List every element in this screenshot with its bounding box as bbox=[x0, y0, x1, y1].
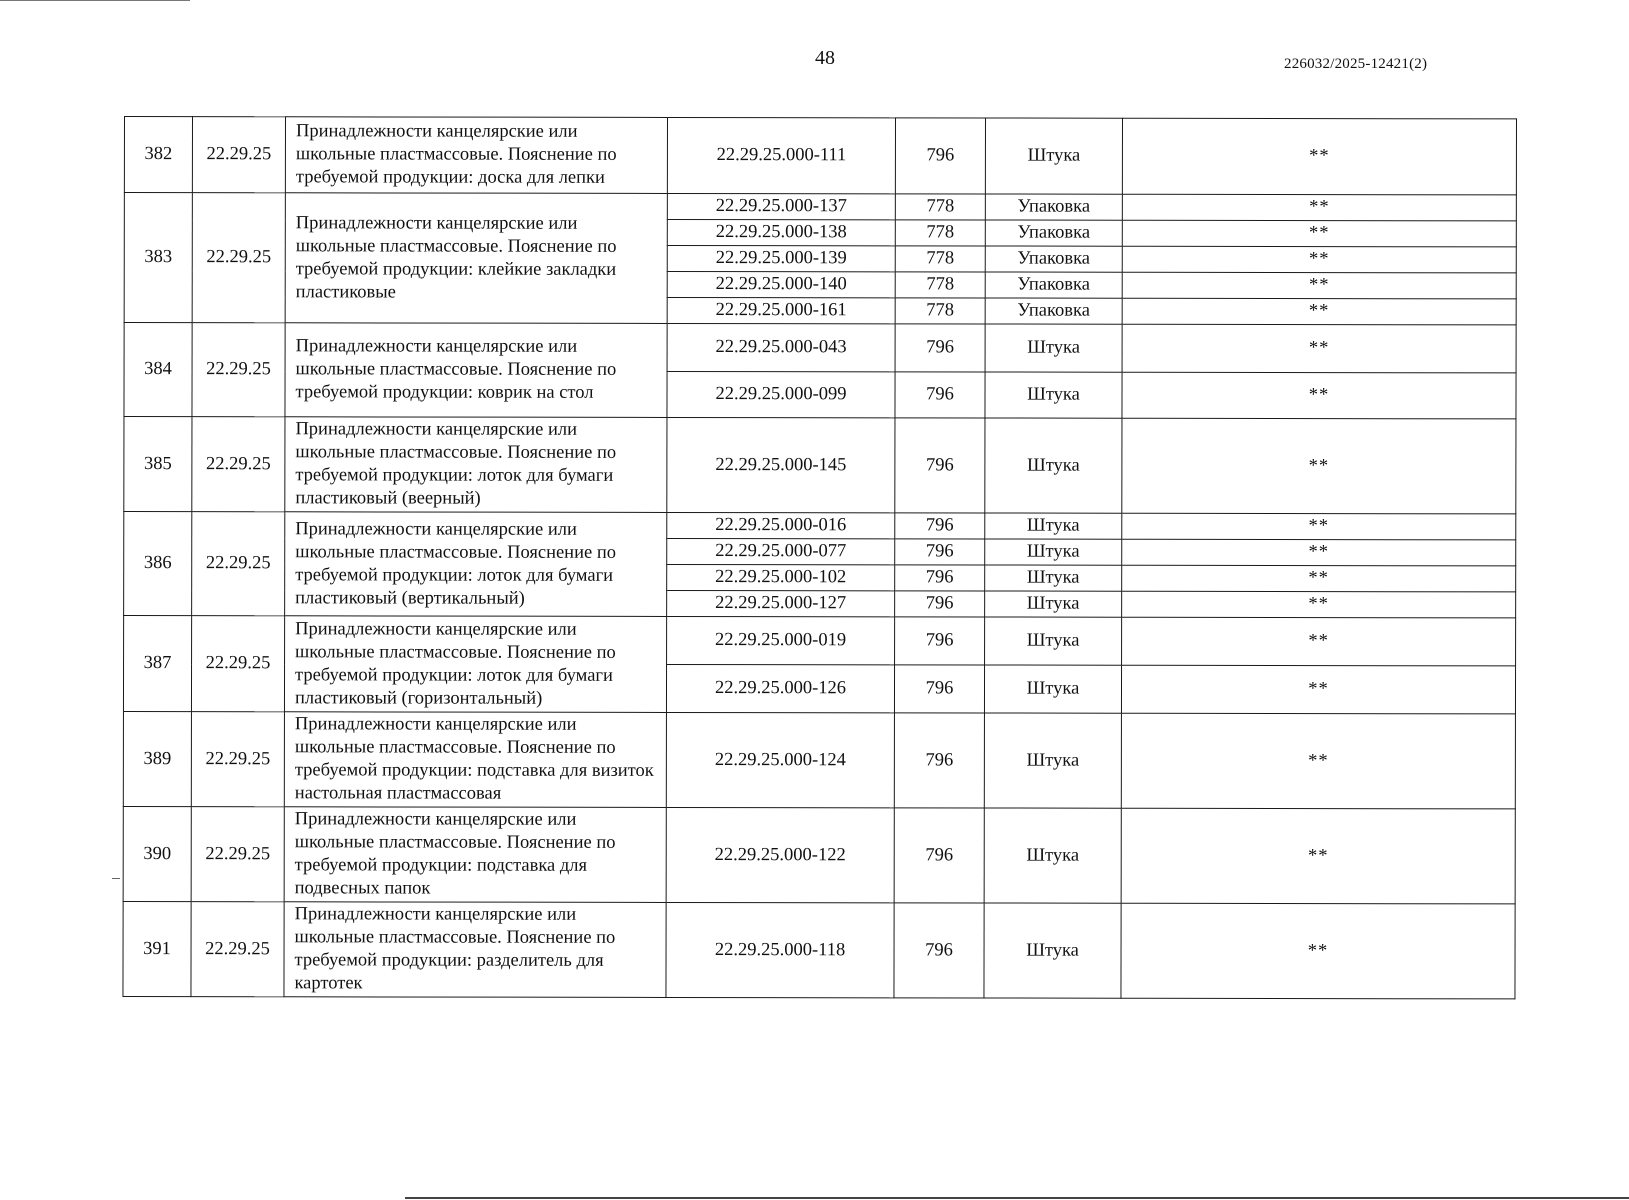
row-number-cell: 389 bbox=[123, 711, 191, 806]
unit-cell: Штука bbox=[985, 118, 1122, 194]
ktru-code-cell: 22.29.25.000-137 bbox=[667, 193, 895, 219]
okei-code-cell: 778 bbox=[895, 298, 985, 324]
okei-code-cell: 796 bbox=[894, 903, 984, 998]
okpd-code-cell: 22.29.25 bbox=[191, 616, 284, 712]
okei-code-cell: 796 bbox=[895, 418, 985, 513]
okpd-code-cell: 22.29.25 bbox=[192, 323, 285, 417]
table-row bbox=[124, 512, 1516, 540]
document-id: 226032/2025-12421(2) bbox=[1284, 56, 1428, 72]
okpd-code-cell: 22.29.25 bbox=[191, 712, 284, 807]
table-row bbox=[124, 193, 1516, 221]
products-table bbox=[122, 116, 1517, 999]
product-name-cell: Принадлежности канцелярские или школьные пластмассовые. Пояснение по требуемой продукции: клейкие закладки пластиковые bbox=[285, 193, 667, 324]
okei-code-cell: 778 bbox=[895, 194, 985, 220]
requirements-cell: ** bbox=[1122, 324, 1516, 373]
ktru-code-cell: 22.29.25.000-043 bbox=[667, 323, 895, 371]
table-row bbox=[124, 117, 1516, 195]
page-number: 48 bbox=[815, 47, 835, 69]
product-name-cell: Принадлежности канцелярские или школьные пластмассовые. Пояснение по требуемой продукции: подставка для визиток настольная пластмассовая bbox=[284, 712, 666, 808]
requirements-cell: ** bbox=[1122, 539, 1516, 566]
table-row bbox=[123, 806, 1515, 903]
product-name-cell: Принадлежности канцелярские или школьные пластмассовые. Пояснение по требуемой продукции: лоток для бумаги пластиковый (вертикальный) bbox=[285, 512, 667, 617]
ktru-code-cell: 22.29.25.000-102 bbox=[667, 564, 895, 590]
requirements-cell: ** bbox=[1122, 513, 1516, 540]
unit-cell: Упаковка bbox=[985, 194, 1122, 220]
unit-cell: Штука bbox=[985, 617, 1122, 665]
requirements-cell: ** bbox=[1121, 808, 1515, 904]
okei-code-cell: 796 bbox=[895, 617, 985, 665]
okpd-code-cell: 22.29.25 bbox=[191, 807, 284, 902]
okei-code-cell: 796 bbox=[894, 808, 984, 903]
table-row bbox=[124, 616, 1516, 666]
ktru-code-cell: 22.29.25.000-161 bbox=[667, 297, 895, 323]
row-number-cell: 385 bbox=[124, 417, 192, 512]
row-number-cell: 390 bbox=[123, 806, 191, 901]
unit-cell: Штука bbox=[985, 565, 1122, 591]
unit-cell: Упаковка bbox=[985, 298, 1122, 324]
requirements-cell: ** bbox=[1122, 298, 1516, 325]
product-name-cell: Принадлежности канцелярские или школьные пластмассовые. Пояснение по требуемой продукции: разделитель для картотек bbox=[284, 902, 666, 998]
requirements-cell: ** bbox=[1122, 372, 1516, 419]
ktru-code-cell: 22.29.25.000-124 bbox=[666, 712, 894, 807]
requirements-cell: ** bbox=[1122, 272, 1516, 299]
ktru-code-cell: 22.29.25.000-077 bbox=[667, 538, 895, 564]
unit-cell: Штука bbox=[985, 513, 1122, 539]
okei-code-cell: 796 bbox=[894, 713, 984, 808]
ktru-code-cell: 22.29.25.000-126 bbox=[666, 664, 894, 712]
unit-cell: Упаковка bbox=[985, 272, 1122, 298]
table-body bbox=[123, 117, 1517, 999]
scan-margin-mark bbox=[112, 878, 120, 879]
ktru-code-cell: 22.29.25.000-127 bbox=[667, 590, 895, 616]
row-number-cell: 386 bbox=[124, 512, 192, 616]
okei-code-cell: 778 bbox=[895, 246, 985, 272]
okpd-code-cell: 22.29.25 bbox=[191, 902, 284, 997]
okei-code-cell: 778 bbox=[895, 272, 985, 298]
okpd-code-cell: 22.29.25 bbox=[192, 417, 285, 512]
unit-cell: Штука bbox=[985, 372, 1122, 418]
okei-code-cell: 796 bbox=[895, 565, 985, 591]
ktru-code-cell: 22.29.25.000-122 bbox=[666, 807, 894, 902]
requirements-cell: ** bbox=[1122, 617, 1516, 666]
requirements-cell: ** bbox=[1121, 665, 1515, 714]
row-number-cell: 383 bbox=[124, 193, 192, 323]
table-row bbox=[124, 417, 1516, 514]
okpd-code-cell: 22.29.25 bbox=[192, 193, 285, 323]
okpd-code-cell: 22.29.25 bbox=[192, 117, 285, 193]
ktru-code-cell: 22.29.25.000-099 bbox=[667, 371, 895, 417]
okei-code-cell: 796 bbox=[895, 513, 985, 539]
requirements-cell: ** bbox=[1122, 565, 1516, 592]
scan-edge-line bbox=[0, 0, 190, 1]
okei-code-cell: 778 bbox=[895, 220, 985, 246]
ktru-code-cell: 22.29.25.000-111 bbox=[667, 117, 895, 193]
table-row bbox=[123, 901, 1515, 998]
row-number-cell: 382 bbox=[124, 117, 192, 193]
product-name-cell: Принадлежности канцелярские или школьные пластмассовые. Пояснение по требуемой продукции: лоток для бумаги пластиковый (горизонтальный) bbox=[284, 616, 666, 713]
ktru-code-cell: 22.29.25.000-145 bbox=[667, 417, 895, 512]
requirements-cell: ** bbox=[1121, 903, 1515, 999]
row-number-cell: 391 bbox=[123, 901, 191, 996]
table-row bbox=[124, 323, 1516, 373]
ktru-code-cell: 22.29.25.000-138 bbox=[667, 219, 895, 245]
okei-code-cell: 796 bbox=[895, 324, 985, 372]
unit-cell: Штука bbox=[985, 539, 1122, 565]
unit-cell: Штука bbox=[985, 418, 1122, 513]
okei-code-cell: 796 bbox=[895, 118, 985, 194]
product-name-cell: Принадлежности канцелярские или школьные пластмассовые. Пояснение по требуемой продукции: коврик на стол bbox=[285, 323, 667, 418]
row-number-cell: 384 bbox=[124, 323, 192, 417]
product-name-cell: Принадлежности канцелярские или школьные пластмассовые. Пояснение по требуемой продукции: доска для лепки bbox=[285, 117, 667, 194]
unit-cell: Штука bbox=[984, 713, 1121, 808]
row-number-cell: 387 bbox=[123, 616, 191, 712]
unit-cell: Штука bbox=[984, 665, 1121, 713]
ktru-code-cell: 22.29.25.000-019 bbox=[667, 616, 895, 664]
requirements-cell: ** bbox=[1121, 713, 1515, 809]
okei-code-cell: 796 bbox=[894, 665, 984, 713]
ktru-code-cell: 22.29.25.000-016 bbox=[667, 512, 895, 538]
unit-cell: Штука bbox=[984, 903, 1121, 998]
okei-code-cell: 796 bbox=[895, 372, 985, 418]
ktru-code-cell: 22.29.25.000-140 bbox=[667, 271, 895, 297]
requirements-cell: ** bbox=[1122, 194, 1516, 221]
unit-cell: Упаковка bbox=[985, 246, 1122, 272]
ktru-code-cell: 22.29.25.000-118 bbox=[666, 902, 894, 997]
unit-cell: Штука bbox=[985, 591, 1122, 617]
unit-cell: Штука bbox=[984, 808, 1121, 903]
requirements-cell: ** bbox=[1122, 246, 1516, 273]
requirements-cell: ** bbox=[1122, 118, 1516, 195]
scan-edge-line bbox=[405, 1197, 1629, 1199]
okei-code-cell: 796 bbox=[895, 591, 985, 617]
unit-cell: Штука bbox=[985, 324, 1122, 372]
product-name-cell: Принадлежности канцелярские или школьные пластмассовые. Пояснение по требуемой продукции: лоток для бумаги пластиковый (веерный) bbox=[285, 417, 667, 513]
table-row bbox=[123, 711, 1515, 808]
product-name-cell: Принадлежности канцелярские или школьные пластмассовые. Пояснение по требуемой продукции: подставка для подвесных папок bbox=[284, 807, 666, 903]
okei-code-cell: 796 bbox=[895, 539, 985, 565]
ktru-code-cell: 22.29.25.000-139 bbox=[667, 245, 895, 271]
requirements-cell: ** bbox=[1122, 220, 1516, 247]
okpd-code-cell: 22.29.25 bbox=[192, 512, 285, 616]
requirements-cell: ** bbox=[1122, 591, 1516, 618]
unit-cell: Упаковка bbox=[985, 220, 1122, 246]
requirements-cell: ** bbox=[1122, 418, 1516, 514]
